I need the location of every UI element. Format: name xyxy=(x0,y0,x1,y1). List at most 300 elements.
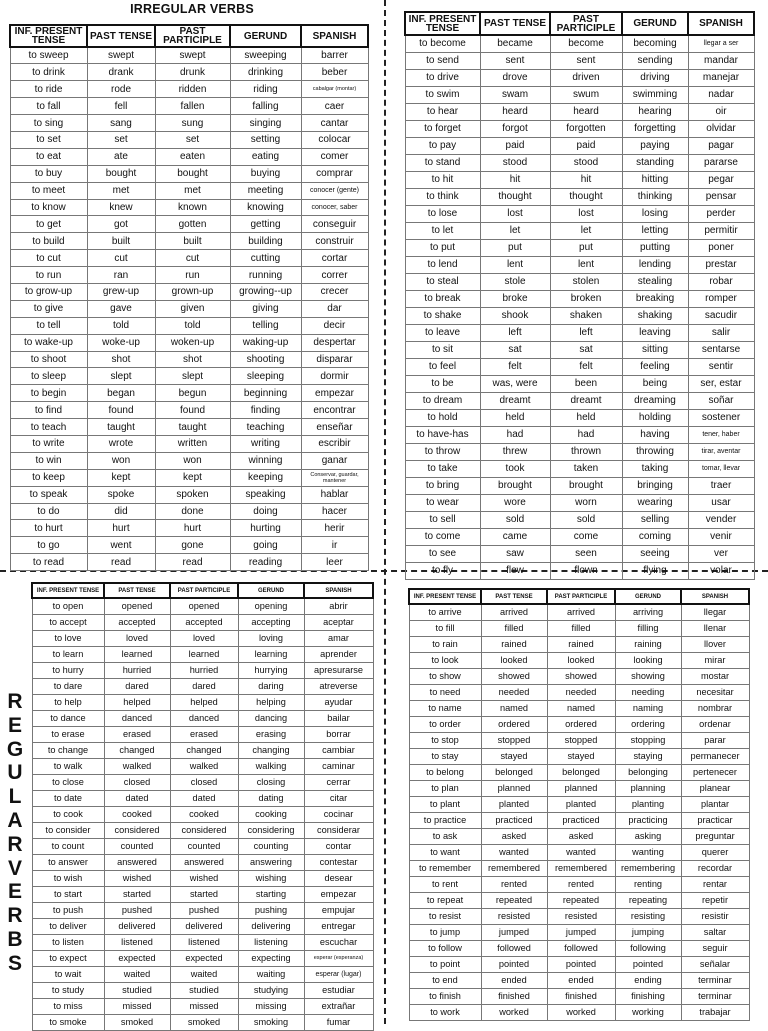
past-tense-cell: dared xyxy=(104,678,170,694)
infinitive-cell: to drink xyxy=(10,64,87,81)
gerund-cell: putting xyxy=(622,239,688,256)
gerund-cell: ending xyxy=(615,972,681,988)
past-participle-cell: spoken xyxy=(155,486,230,503)
infinitive-cell: to fill xyxy=(409,620,481,636)
table-row xyxy=(10,148,368,165)
spanish-cell: barrer xyxy=(301,47,368,64)
spanish-cell: necesitar xyxy=(681,684,749,700)
past-tense-cell: counted xyxy=(104,838,170,854)
spanish-cell: atreverse xyxy=(304,678,373,694)
past-tense-cell: paid xyxy=(480,137,550,154)
past-participle-cell: learned xyxy=(170,646,238,662)
gerund-cell: asking xyxy=(615,828,681,844)
infinitive-cell: to become xyxy=(405,35,480,52)
gerund-cell: renting xyxy=(615,876,681,892)
past-participle-cell: run xyxy=(155,267,230,284)
table-row xyxy=(32,838,373,854)
gerund-cell: driving xyxy=(622,69,688,86)
side-letter: E xyxy=(7,880,22,904)
spanish-cell: querer xyxy=(681,844,749,860)
spanish-cell: mostar xyxy=(681,668,749,684)
past-participle-cell: walked xyxy=(170,758,238,774)
spanish-cell: esperar (lugar) xyxy=(304,966,373,982)
past-participle-cell: ended xyxy=(547,972,615,988)
spanish-cell: construir xyxy=(301,233,368,250)
gerund-cell: teaching xyxy=(230,419,301,436)
infinitive-cell: to read xyxy=(10,554,87,571)
table-row xyxy=(10,300,368,317)
table-row xyxy=(405,324,754,341)
past-tense-cell: cut xyxy=(87,250,155,267)
table-row xyxy=(409,700,749,716)
past-participle-cell: looked xyxy=(547,652,615,668)
spanish-cell: disparar xyxy=(301,351,368,368)
infinitive-cell: to hit xyxy=(405,171,480,188)
infinitive-cell: to accept xyxy=(32,614,104,630)
gerund-cell: speaking xyxy=(230,486,301,503)
past-participle-cell: put xyxy=(550,239,622,256)
past-tense-cell: ended xyxy=(481,972,547,988)
regular-verbs-table-1 xyxy=(31,582,374,1031)
infinitive-cell: to swim xyxy=(405,86,480,103)
infinitive-cell: to lend xyxy=(405,256,480,273)
spanish-cell: permanecer xyxy=(681,748,749,764)
spanish-cell: planear xyxy=(681,780,749,796)
spanish-cell: olvidar xyxy=(688,120,754,137)
past-participle-cell: danced xyxy=(170,710,238,726)
infinitive-cell: to ride xyxy=(10,81,87,98)
gerund-cell: showing xyxy=(615,668,681,684)
table-row xyxy=(32,886,373,902)
gerund-cell: lending xyxy=(622,256,688,273)
table-row xyxy=(32,710,373,726)
past-participle-cell: practiced xyxy=(547,812,615,828)
past-tense-cell: told xyxy=(87,317,155,334)
past-tense-cell: brought xyxy=(480,477,550,494)
spanish-cell: ordenar xyxy=(681,716,749,732)
gerund-cell: giving xyxy=(230,300,301,317)
past-tense-cell: sang xyxy=(87,115,155,132)
infinitive-cell: to forget xyxy=(405,120,480,137)
table-row xyxy=(409,684,749,700)
infinitive-cell: to do xyxy=(10,503,87,520)
gerund-cell: sitting xyxy=(622,341,688,358)
past-tense-cell: stole xyxy=(480,273,550,290)
spanish-cell: hablar xyxy=(301,486,368,503)
past-participle-cell: hurried xyxy=(170,662,238,678)
table-row xyxy=(32,870,373,886)
infinitive-cell: to buy xyxy=(10,165,87,182)
table-row xyxy=(405,443,754,460)
past-tense-cell: spoke xyxy=(87,486,155,503)
spanish-cell: ganar xyxy=(301,452,368,469)
spanish-cell: pagar xyxy=(688,137,754,154)
infinitive-cell: to meet xyxy=(10,182,87,199)
spanish-cell: conocer (gente) xyxy=(301,182,368,199)
past-tense-cell: sat xyxy=(480,341,550,358)
infinitive-cell: to study xyxy=(32,982,104,998)
table-row xyxy=(409,972,749,988)
gerund-cell: dating xyxy=(238,790,304,806)
spanish-cell: mandar xyxy=(688,52,754,69)
infinitive-cell: to walk xyxy=(32,758,104,774)
past-participle-cell: held xyxy=(550,409,622,426)
spanish-cell: decir xyxy=(301,317,368,334)
gerund-cell: resisting xyxy=(615,908,681,924)
gerund-cell: looking xyxy=(615,652,681,668)
table-row xyxy=(32,806,373,822)
spanish-cell: contestar xyxy=(304,854,373,870)
infinitive-cell: to wear xyxy=(405,494,480,511)
past-tense-cell: shook xyxy=(480,307,550,324)
past-participle-cell: stolen xyxy=(550,273,622,290)
past-participle-cell: dreamt xyxy=(550,392,622,409)
gerund-cell: stopping xyxy=(615,732,681,748)
past-tense-cell: wanted xyxy=(481,844,547,860)
table-row xyxy=(409,620,749,636)
gerund-cell: riding xyxy=(230,81,301,98)
gerund-cell: loving xyxy=(238,630,304,646)
table-row xyxy=(405,426,754,443)
past-tense-cell: rained xyxy=(481,636,547,652)
gerund-cell: planting xyxy=(615,796,681,812)
past-tense-cell: cooked xyxy=(104,806,170,822)
infinitive-cell: to rain xyxy=(409,636,481,652)
spanish-cell: caer xyxy=(301,98,368,115)
past-tense-cell: looked xyxy=(481,652,547,668)
gerund-cell: throwing xyxy=(622,443,688,460)
past-participle-cell: become xyxy=(550,35,622,52)
gerund-cell: feeling xyxy=(622,358,688,375)
past-tense-cell: opened xyxy=(104,598,170,614)
gerund-cell: waking-up xyxy=(230,334,301,351)
past-tense-cell: listened xyxy=(104,934,170,950)
table-row xyxy=(409,748,749,764)
infinitive-cell: to win xyxy=(10,452,87,469)
table-row xyxy=(32,934,373,950)
table-row xyxy=(405,69,754,86)
gerund-cell: hearing xyxy=(622,103,688,120)
gerund-cell: belonging xyxy=(615,764,681,780)
past-tense-cell: hurried xyxy=(104,662,170,678)
table-row xyxy=(10,250,368,267)
spanish-cell: esperar (esperanza) xyxy=(304,950,373,966)
gerund-cell: repeating xyxy=(615,892,681,908)
gerund-cell: smoking xyxy=(238,1014,304,1030)
table-row xyxy=(10,537,368,554)
header-gerund: GERUND xyxy=(615,589,681,604)
table-row xyxy=(32,630,373,646)
gerund-cell: jumping xyxy=(615,924,681,940)
past-participle-cell: wished xyxy=(170,870,238,886)
past-tense-cell: hurt xyxy=(87,520,155,537)
past-tense-cell: drank xyxy=(87,64,155,81)
gerund-cell: having xyxy=(622,426,688,443)
past-participle-cell: named xyxy=(547,700,615,716)
past-participle-cell: hit xyxy=(550,171,622,188)
spanish-cell: cabalgar (montar) xyxy=(301,81,368,98)
gerund-cell: holding xyxy=(622,409,688,426)
infinitive-cell: to count xyxy=(32,838,104,854)
spanish-cell: sentarse xyxy=(688,341,754,358)
header-row xyxy=(409,589,749,604)
past-tense-cell: pushed xyxy=(104,902,170,918)
past-participle-cell: stopped xyxy=(547,732,615,748)
infinitive-cell: to learn xyxy=(32,646,104,662)
gerund-cell: delivering xyxy=(238,918,304,934)
table-row xyxy=(409,764,749,780)
past-participle-cell: stood xyxy=(550,154,622,171)
past-participle-cell: arrived xyxy=(547,604,615,620)
gerund-cell: paying xyxy=(622,137,688,154)
infinitive-cell: to let xyxy=(405,222,480,239)
past-tense-cell: wished xyxy=(104,870,170,886)
infinitive-cell: to repeat xyxy=(409,892,481,908)
gerund-cell: accepting xyxy=(238,614,304,630)
past-tense-cell: remembered xyxy=(481,860,547,876)
gerund-cell: changing xyxy=(238,742,304,758)
table-row xyxy=(409,940,749,956)
spanish-cell: usar xyxy=(688,494,754,511)
side-letter: B xyxy=(7,927,23,951)
infinitive-cell: to wake-up xyxy=(10,334,87,351)
infinitive-cell: to stay xyxy=(409,748,481,764)
gerund-cell: needing xyxy=(615,684,681,700)
gerund-cell: cooking xyxy=(238,806,304,822)
past-tense-cell: set xyxy=(87,131,155,148)
spanish-cell: perder xyxy=(688,205,754,222)
table-row xyxy=(409,732,749,748)
past-participle-cell: belonged xyxy=(547,764,615,780)
infinitive-cell: to shoot xyxy=(10,351,87,368)
past-participle-cell: wanted xyxy=(547,844,615,860)
regular-verbs-side-label xyxy=(2,690,28,976)
gerund-cell: pointed xyxy=(615,956,681,972)
past-participle-cell: asked xyxy=(547,828,615,844)
past-tense-cell: grew-up xyxy=(87,283,155,300)
past-participle-cell: hurt xyxy=(155,520,230,537)
past-tense-cell: saw xyxy=(480,545,550,562)
infinitive-cell: to bring xyxy=(405,477,480,494)
spanish-cell: señalar xyxy=(681,956,749,972)
past-tense-cell: hit xyxy=(480,171,550,188)
spanish-cell: contar xyxy=(304,838,373,854)
spanish-cell: bailar xyxy=(304,710,373,726)
infinitive-cell: to remember xyxy=(409,860,481,876)
spanish-cell: poner xyxy=(688,239,754,256)
past-participle-cell: lent xyxy=(550,256,622,273)
spanish-cell: ayudar xyxy=(304,694,373,710)
past-participle-cell: answered xyxy=(170,854,238,870)
gerund-cell: taking xyxy=(622,460,688,477)
past-participle-cell: had xyxy=(550,426,622,443)
spanish-cell: correr xyxy=(301,267,368,284)
spanish-cell: tener, haber xyxy=(688,426,754,443)
past-participle-cell: forgotten xyxy=(550,120,622,137)
header-past-tense: PAST TENSE xyxy=(87,25,155,47)
table-row xyxy=(32,982,373,998)
spanish-cell: empujar xyxy=(304,902,373,918)
gerund-cell: falling xyxy=(230,98,301,115)
table-row xyxy=(32,822,373,838)
gerund-cell: expecting xyxy=(238,950,304,966)
past-tense-cell: drove xyxy=(480,69,550,86)
infinitive-cell: to build xyxy=(10,233,87,250)
past-participle-cell: planted xyxy=(547,796,615,812)
past-tense-cell: filled xyxy=(481,620,547,636)
infinitive-cell: to find xyxy=(10,402,87,419)
infinitive-cell: to point xyxy=(409,956,481,972)
past-participle-cell: grown-up xyxy=(155,283,230,300)
side-letter: R xyxy=(7,904,23,928)
infinitive-cell: to fly xyxy=(405,562,480,579)
table-row xyxy=(405,86,754,103)
infinitive-cell: to miss xyxy=(32,998,104,1014)
spanish-cell: Conservar, guardar, mantener xyxy=(301,469,368,486)
spanish-cell: caminar xyxy=(304,758,373,774)
past-participle-cell: loved xyxy=(170,630,238,646)
spanish-cell: robar xyxy=(688,273,754,290)
past-participle-cell: come xyxy=(550,528,622,545)
infinitive-cell: to deliver xyxy=(32,918,104,934)
past-tense-cell: arrived xyxy=(481,604,547,620)
infinitive-cell: to run xyxy=(10,267,87,284)
infinitive-cell: to jump xyxy=(409,924,481,940)
spanish-cell: salir xyxy=(688,324,754,341)
spanish-cell: cortar xyxy=(301,250,368,267)
table-row xyxy=(10,47,368,64)
infinitive-cell: to throw xyxy=(405,443,480,460)
infinitive-cell: to close xyxy=(32,774,104,790)
past-participle-cell: woken-up xyxy=(155,334,230,351)
gerund-cell: wearing xyxy=(622,494,688,511)
gerund-cell: helping xyxy=(238,694,304,710)
past-participle-cell: sat xyxy=(550,341,622,358)
infinitive-cell: to go xyxy=(10,537,87,554)
infinitive-cell: to grow-up xyxy=(10,283,87,300)
table-row xyxy=(32,1014,373,1030)
gerund-cell: writing xyxy=(230,435,301,452)
past-tense-cell: threw xyxy=(480,443,550,460)
spanish-cell: vender xyxy=(688,511,754,528)
table-row xyxy=(10,486,368,503)
infinitive-cell: to plan xyxy=(409,780,481,796)
table-row xyxy=(32,678,373,694)
infinitive-cell: to dance xyxy=(32,710,104,726)
past-tense-cell: lent xyxy=(480,256,550,273)
gerund-cell: buying xyxy=(230,165,301,182)
gerund-cell: forgetting xyxy=(622,120,688,137)
past-tense-cell: dreamt xyxy=(480,392,550,409)
past-tense-cell: wrote xyxy=(87,435,155,452)
header-past-participle: PAST PARTICIPLE xyxy=(547,589,615,604)
infinitive-cell: to order xyxy=(409,716,481,732)
table-row xyxy=(409,988,749,1004)
table-row xyxy=(10,233,368,250)
past-tense-cell: flew xyxy=(480,562,550,579)
past-participle-cell: taken xyxy=(550,460,622,477)
past-participle-cell: fallen xyxy=(155,98,230,115)
past-tense-cell: had xyxy=(480,426,550,443)
past-participle-cell: given xyxy=(155,300,230,317)
gerund-cell: seeing xyxy=(622,545,688,562)
past-participle-cell: expected xyxy=(170,950,238,966)
gerund-cell: meeting xyxy=(230,182,301,199)
past-participle-cell: paid xyxy=(550,137,622,154)
past-participle-cell: been xyxy=(550,375,622,392)
infinitive-cell: to consider xyxy=(32,822,104,838)
infinitive-cell: to rent xyxy=(409,876,481,892)
infinitive-cell: to look xyxy=(409,652,481,668)
infinitive-cell: to hurt xyxy=(10,520,87,537)
past-participle-cell: lost xyxy=(550,205,622,222)
spanish-cell: terminar xyxy=(681,972,749,988)
table-row xyxy=(405,477,754,494)
infinitive-cell: to end xyxy=(409,972,481,988)
spanish-cell: apresurarse xyxy=(304,662,373,678)
infinitive-cell: to speak xyxy=(10,486,87,503)
spanish-cell: rentar xyxy=(681,876,749,892)
infinitive-cell: to have-has xyxy=(405,426,480,443)
past-participle-cell: smoked xyxy=(170,1014,238,1030)
table-row xyxy=(32,646,373,662)
past-participle-cell: finished xyxy=(547,988,615,1004)
side-letter: A xyxy=(7,808,23,832)
header-row xyxy=(405,12,754,35)
table-row xyxy=(405,120,754,137)
past-tense-cell: helped xyxy=(104,694,170,710)
table-row xyxy=(10,115,368,132)
infinitive-cell: to show xyxy=(409,668,481,684)
past-tense-cell: wore xyxy=(480,494,550,511)
infinitive-cell: to sell xyxy=(405,511,480,528)
past-participle-cell: shot xyxy=(155,351,230,368)
spanish-cell: dar xyxy=(301,300,368,317)
past-participle-cell: told xyxy=(155,317,230,334)
past-participle-cell: opened xyxy=(170,598,238,614)
past-tense-cell: planted xyxy=(481,796,547,812)
header-spanish: SPANISH xyxy=(688,12,754,35)
gerund-cell: pushing xyxy=(238,902,304,918)
gerund-cell: stealing xyxy=(622,273,688,290)
infinitive-cell: to sit xyxy=(405,341,480,358)
gerund-cell: remembering xyxy=(615,860,681,876)
spanish-cell: sostener xyxy=(688,409,754,426)
past-tense-cell: named xyxy=(481,700,547,716)
gerund-cell: planning xyxy=(615,780,681,796)
header-infinitive: INF. PRESENT TENSE xyxy=(32,583,104,598)
past-tense-cell: finished xyxy=(481,988,547,1004)
table-row xyxy=(409,636,749,652)
past-tense-cell: pointed xyxy=(481,956,547,972)
table-row xyxy=(409,956,749,972)
infinitive-cell: to sleep xyxy=(10,368,87,385)
infinitive-cell: to keep xyxy=(10,469,87,486)
gerund-cell: growing--up xyxy=(230,283,301,300)
spanish-cell: prestar xyxy=(688,256,754,273)
gerund-cell: missing xyxy=(238,998,304,1014)
spanish-cell: terminar xyxy=(681,988,749,1004)
infinitive-cell: to begin xyxy=(10,385,87,402)
infinitive-cell: to sweep xyxy=(10,47,87,64)
table-row xyxy=(32,598,373,614)
table-row xyxy=(10,334,368,351)
past-tense-cell: let xyxy=(480,222,550,239)
gerund-cell: studying xyxy=(238,982,304,998)
infinitive-cell: to feel xyxy=(405,358,480,375)
past-tense-cell: found xyxy=(87,402,155,419)
table-row xyxy=(405,511,754,528)
